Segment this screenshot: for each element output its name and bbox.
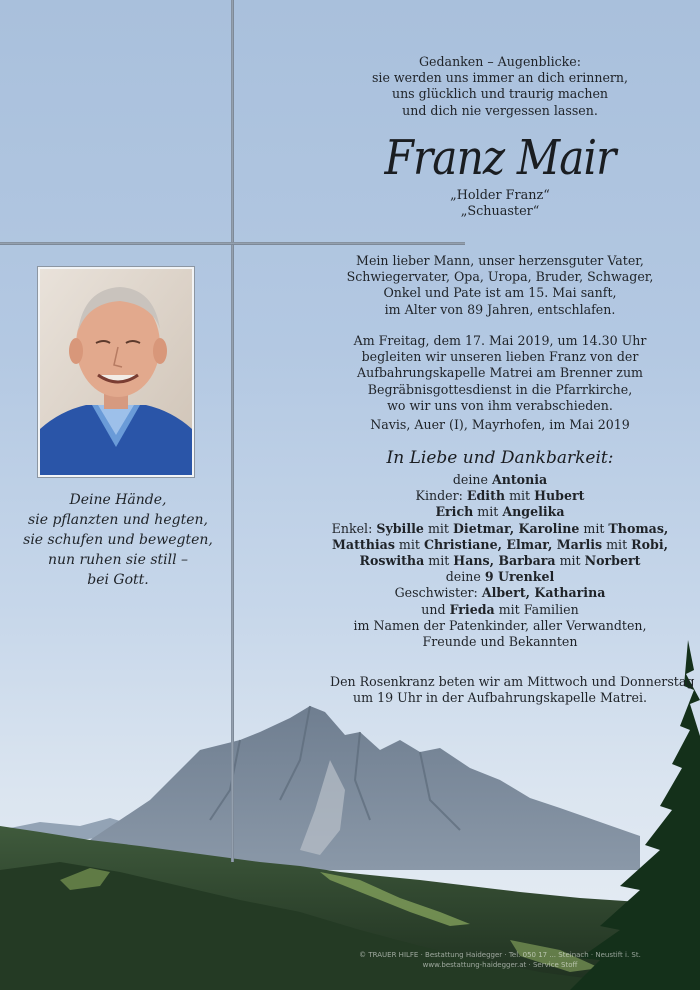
footer-line: © TRAUER HILFE · Bestattung Haidegger · Tel. 050 17 ... Steinach · Neustift i. St. bbox=[359, 951, 641, 959]
mourner-line: Geschwister: Albert, Katharina bbox=[394, 585, 606, 601]
poem bbox=[20, 490, 216, 590]
portrait-photo bbox=[38, 267, 194, 477]
funeral-line: Begräbnisgottesdienst in die Pfarrkirche, bbox=[367, 381, 633, 397]
footer-line: www.bestattung-haidegger.at · Service Stoff bbox=[422, 961, 578, 969]
mourner-line: Freunde und Bekannten bbox=[422, 634, 578, 650]
mountain-massif bbox=[90, 706, 640, 870]
bio-line: Onkel und Pate ist am 15. Mai sanft, bbox=[383, 285, 617, 301]
mourner-line: Erich mit Angelika bbox=[435, 504, 565, 520]
poem-line: bei Gott. bbox=[87, 572, 149, 588]
funeral-line: Aufbahrungskapelle Matrei am Brenner zum bbox=[356, 365, 644, 381]
mourner-line: Roswitha mit Hans, Barbara mit Norbert bbox=[359, 553, 641, 569]
mourner-line: Matthias mit Christiane, Elmar, Marlis mit Robi, bbox=[331, 536, 668, 552]
intro-verse bbox=[330, 54, 670, 119]
funeral-line: wo wir uns von ihm verabschieden. bbox=[387, 397, 613, 413]
rosary-line: Den Rosenkranz beten wir am Mittwoch und Donnerstag bbox=[330, 674, 695, 689]
thanks-title: In Liebe und Dankbarkeit: bbox=[386, 448, 614, 468]
deceased-name: Franz Mair bbox=[384, 130, 616, 186]
mourner-line: Kinder: Edith mit Hubert bbox=[415, 488, 585, 504]
mourner-line: und Frieda mit Familien bbox=[421, 601, 579, 617]
mourner-line: deine 9 Urenkel bbox=[445, 569, 555, 585]
cross-vertical-beam bbox=[231, 0, 234, 862]
bio-line: Mein lieber Mann, unser herzensguter Vater, bbox=[356, 253, 644, 268]
intro-line: und dich nie vergessen lassen. bbox=[402, 102, 598, 118]
poem-line: nun ruhen sie still – bbox=[47, 552, 189, 568]
rosary-info bbox=[330, 674, 695, 706]
poem-line: Deine Hände, bbox=[69, 492, 167, 508]
funeral-line: begleiten wir unseren lieben Franz von der bbox=[361, 349, 639, 365]
nickname: „Holder Franz“ bbox=[450, 188, 550, 203]
mourner-line: im Namen der Patenkinder, aller Verwandten, bbox=[353, 617, 647, 633]
funeral-info bbox=[330, 333, 670, 414]
footer-credit bbox=[330, 950, 670, 970]
place-date: Navis, Auer (I), Mayrhofen, im Mai 2019 bbox=[370, 417, 630, 432]
mourner-line: deine Antonia bbox=[452, 472, 548, 487]
mourners-list bbox=[330, 472, 670, 650]
intro-line: uns glücklich und traurig machen bbox=[391, 86, 609, 102]
rosary-line: um 19 Uhr in der Aufbahrungskapelle Matrei. bbox=[353, 690, 647, 706]
intro-line: sie werden uns immer an dich erinnern, bbox=[371, 70, 629, 86]
cross-horizontal-beam bbox=[0, 242, 465, 245]
nickname: „Schuaster“ bbox=[460, 204, 540, 220]
mourner-line: Enkel: Sybille mit Dietmar, Karoline mit Thomas, bbox=[331, 520, 669, 536]
intro-line: Gedanken – Augenblicke: bbox=[418, 54, 582, 69]
nicknames bbox=[330, 188, 670, 220]
funeral-line: Am Freitag, dem 17. Mai 2019, um 14.30 Uhr bbox=[353, 333, 647, 348]
poem-line: sie pflanzten und hegten, bbox=[28, 512, 208, 528]
poem-line: sie schufen und bewegten, bbox=[23, 532, 213, 548]
bio-line: Schwiegervater, Opa, Uropa, Bruder, Schwager, bbox=[346, 269, 654, 285]
bio-line: im Alter von 89 Jahren, entschlafen. bbox=[384, 301, 616, 317]
biography bbox=[330, 253, 670, 318]
